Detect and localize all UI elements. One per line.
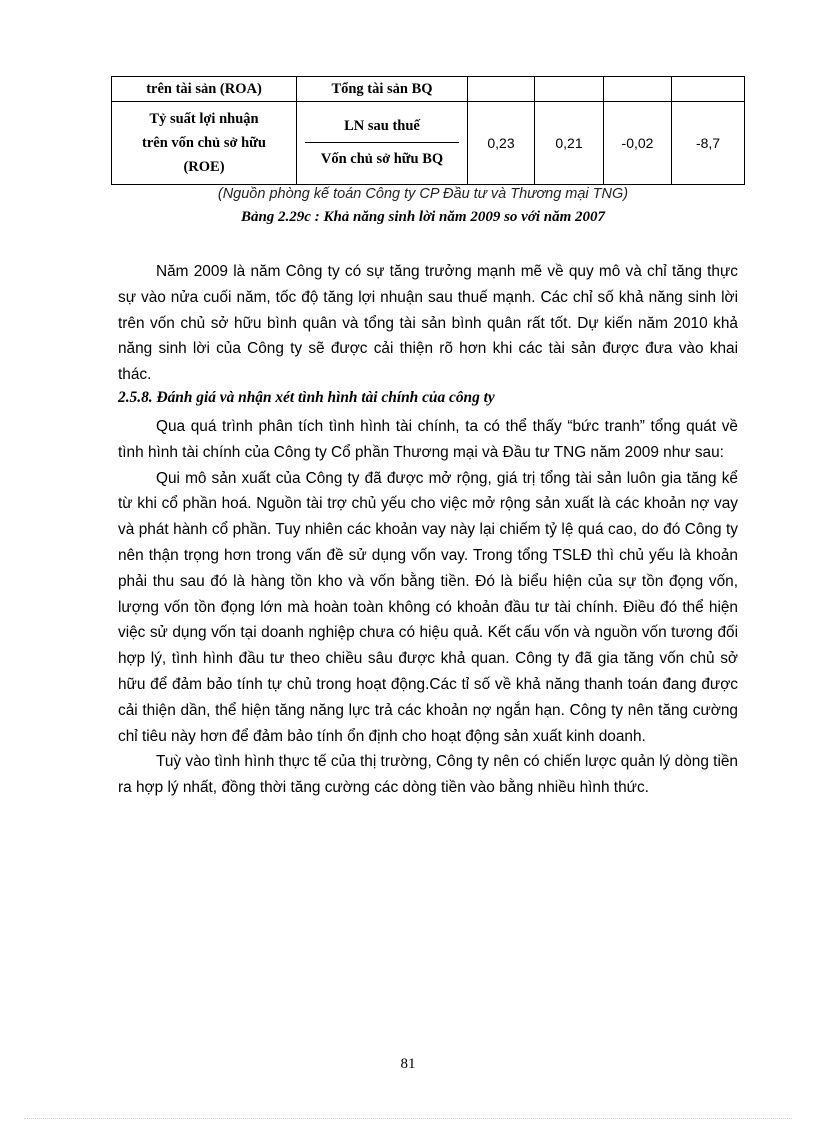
indicator-cell (112, 102, 297, 185)
indicator-label-line: trên vốn chủ sở hữu (142, 135, 266, 151)
paragraph: Qua quá trình phân tích tình hình tài chính, ta có thể thấy “bức tranh” tổng quát về tình hình tài chính của Công ty Cổ phần Thương mại và Đầu tư TNG năm 2009 như sau: (118, 418, 738, 461)
source-note: (Nguồn phòng kế toán Công ty CP Đầu tư và Thương mại TNG) (217, 186, 629, 202)
indicator-label-line: (ROE) (183, 159, 225, 175)
table-caption: Bảng 2.29c : Khả năng sinh lời năm 2009 so với năm 2007 (240, 209, 606, 225)
formula-cell (297, 77, 468, 102)
table-row (112, 77, 745, 102)
formula-denominator: Vốn chủ sở hữu BQ (320, 151, 444, 167)
paragraph: Qui mô sản xuất của Công ty đã được mở rộng, giá trị tổng tài sản luôn gia tăng kể từ khi cổ phần hoá. Nguồn tài trợ chủ yếu cho việc mở rộng sản xuất là các khoản nợ vay và phát hành cổ phần. Tuy nhiên các khoản vay này lại chiếm tỷ lệ quá cao, do đó Công ty nên thận trọng hơn trong vấn đề sử dụng vốn vay. Trong tổng TSLĐ thì chủ yếu là khoản phải thu sau đó là hàng tồn kho và vốn bằng tiền. Đó là biểu hiện của sự tồn đọng vốn, lượng vốn tồn đọng lớn mà hoàn toàn không có khoản đầu tư tài chính. Điều đó thể hiện việc sử dụng vốn tại doanh nghiệp chưa có hiệu quả. Kết cấu vốn và nguồn vốn tương đối hợp lý, tình hình đầu tư theo chiều sâu được khả quan. Công ty đã gia tăng vốn chủ sở hữu để đảm bảo tính tự chủ trong hoạt động.Các tỉ số về khả năng thanh toán đang được cải thiện dần, thể hiện tăng năng lực trả các khoản nợ ngắn hạn. Công ty nên tăng cường chỉ tiêu này hơn để đảm bảo tính ổn định cho hoạt động sản xuất kinh doanh. (118, 469, 738, 745)
profitability-table (111, 76, 745, 185)
page-number: 81 (400, 1056, 416, 1072)
value-cell (468, 77, 535, 102)
indicator-label-line: Tỷ suất lợi nhuận (149, 111, 259, 127)
value-cell: 0,23 (468, 102, 535, 185)
indicator-label: trên tài sản (ROA) (146, 81, 262, 97)
section-heading: 2.5.8. Đánh giá và nhận xét tình hình tài chính của công ty (118, 389, 495, 406)
indicator-cell (112, 77, 297, 102)
paragraph-block (118, 414, 738, 801)
value-cell: -0,02 (604, 102, 672, 185)
formula-cell (297, 102, 468, 185)
value-cell (535, 77, 604, 102)
table-row (112, 102, 745, 185)
page-bottom-divider (24, 1118, 792, 1119)
value-cell: 0,21 (535, 102, 604, 185)
formula-numerator: LN sau thuế (305, 112, 459, 143)
paragraph-block (118, 259, 738, 388)
paragraph: Năm 2009 là năm Công ty có sự tăng trưởng mạnh mẽ về quy mô và chỉ tăng thực sự vào nửa cuối năm, tốc độ tăng lợi nhuận sau thuế mạnh. Các chỉ số khả năng sinh lời trên vốn chủ sở hữu bình quân và tổng tài sản bình quân rất tốt. Dự kiến năm 2010 khả năng sinh lời của Công ty sẽ được cải thiện rõ hơn khi các tài sản được đưa vào khai thác. (118, 263, 738, 384)
paragraph: Tuỳ vào tình hình thực tế của thị trường, Công ty nên có chiến lược quản lý dòng tiền ra hợp lý nhất, đồng thời tăng cường các dòng tiền vào bằng nhiều hình thức. (118, 753, 738, 797)
value-cell (604, 77, 672, 102)
formula-denominator: Tổng tài sản BQ (331, 80, 433, 97)
value-cell (672, 77, 745, 102)
value-cell: -8,7 (672, 102, 745, 185)
